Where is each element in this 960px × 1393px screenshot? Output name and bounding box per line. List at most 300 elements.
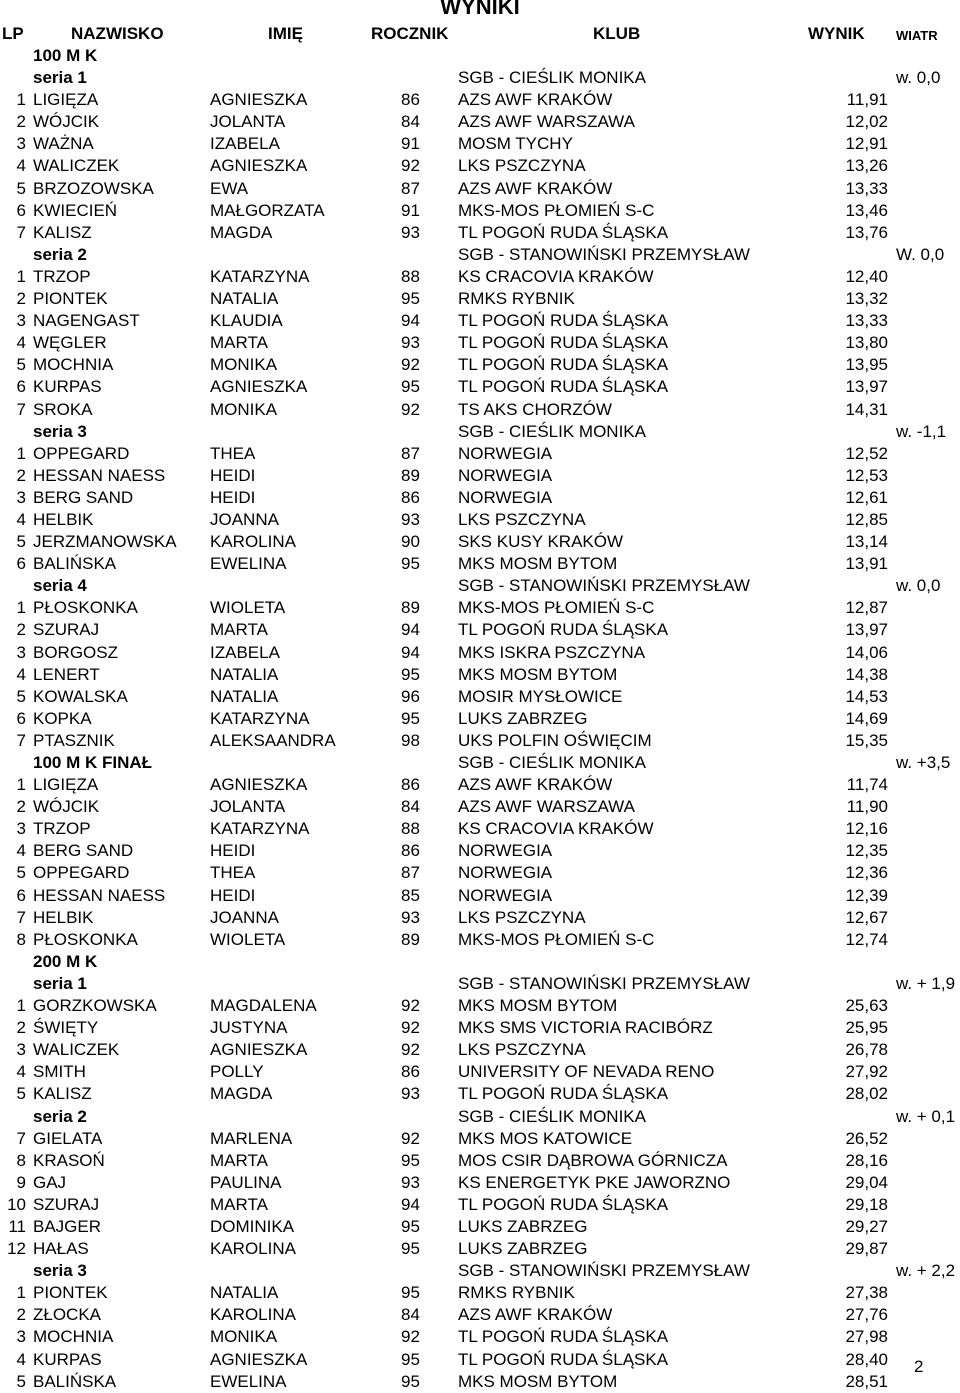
lp-cell: 7	[16, 730, 26, 750]
table-row	[0, 774, 960, 796]
surname-cell: KRASOŃ	[33, 1150, 105, 1170]
first-name-cell: JOLANTA	[210, 797, 286, 817]
first-name-cell: KATARZYNA	[210, 708, 310, 728]
lp-cell: 7	[16, 222, 26, 242]
lp-cell: 1	[16, 90, 26, 110]
year-cell: 86	[401, 841, 420, 861]
club-cell: MOSM TYCHY	[458, 134, 573, 154]
year-cell: 95	[401, 554, 420, 574]
surname-cell: PIONTEK	[33, 289, 108, 309]
series-judge: SGB - CIEŚLIK MONIKA	[458, 421, 646, 441]
series-title: 100 M K FINAŁ	[33, 753, 153, 772]
table-row	[0, 1039, 960, 1061]
first-name-cell: IZABELA	[210, 642, 280, 662]
club-cell: LKS PSZCZYNA	[458, 509, 586, 529]
table-row	[0, 907, 960, 929]
lp-cell: 3	[16, 1040, 26, 1060]
first-name-cell: NATALIA	[210, 289, 279, 309]
result-cell: 29,04	[845, 1172, 888, 1192]
year-cell: 90	[401, 532, 420, 552]
result-cell: 13,95	[845, 355, 888, 375]
first-name-cell: JOANNA	[210, 509, 279, 529]
lp-cell: 3	[16, 642, 26, 662]
club-cell: UKS POLFIN OŚWIĘCIM	[458, 730, 652, 750]
series-heading	[0, 244, 960, 266]
lp-cell: 2	[16, 1018, 26, 1038]
first-name-cell: DOMINIKA	[210, 1216, 295, 1236]
table-row	[0, 288, 960, 310]
result-cell: 27,38	[845, 1283, 888, 1303]
page-number: 2	[914, 1357, 924, 1376]
club-cell: NORWEGIA	[458, 863, 553, 883]
first-name-cell: KATARZYNA	[210, 819, 310, 839]
table-row	[0, 1172, 960, 1194]
surname-cell: KOWALSKA	[33, 686, 128, 706]
header-nazwisko: NAZWISKO	[71, 24, 164, 43]
lp-cell: 4	[16, 333, 26, 353]
year-cell: 87	[401, 443, 420, 463]
year-cell: 91	[401, 200, 420, 220]
club-cell: MKS ISKRA PSZCZYNA	[458, 642, 646, 662]
surname-cell: BORGOSZ	[33, 642, 119, 662]
table-row	[0, 929, 960, 951]
first-name-cell: AGNIESZKA	[210, 377, 308, 397]
surname-cell: LIGIĘZA	[33, 90, 99, 110]
first-name-cell: MAGDA	[210, 1084, 273, 1104]
table-row	[0, 1326, 960, 1348]
surname-cell: WÓJCIK	[33, 112, 100, 132]
club-cell: MKS-MOS PŁOMIEŃ S-C	[458, 598, 655, 618]
year-cell: 93	[401, 907, 420, 927]
surname-cell: WALICZEK	[33, 156, 120, 176]
lp-cell: 1	[16, 598, 26, 618]
result-cell: 28,02	[845, 1084, 888, 1104]
surname-cell: ZŁOCKA	[33, 1305, 102, 1325]
club-cell: AZS AWF WARSZAWA	[458, 797, 635, 817]
surname-cell: KOPKA	[33, 708, 92, 728]
table-row	[0, 730, 960, 752]
first-name-cell: EWELINA	[210, 1371, 287, 1391]
year-cell: 96	[401, 686, 420, 706]
club-cell: SKS KUSY KRAKÓW	[458, 532, 624, 552]
lp-cell: 4	[16, 664, 26, 684]
header-wiatr: WIATR	[896, 28, 938, 43]
table-row	[0, 531, 960, 553]
table-row	[0, 178, 960, 200]
club-cell: MKS MOSM BYTOM	[458, 664, 618, 684]
club-cell: MKS MOSM BYTOM	[458, 996, 618, 1016]
result-cell: 11,90	[846, 797, 888, 817]
surname-cell: SROKA	[33, 399, 93, 419]
lp-cell: 2	[16, 289, 26, 309]
first-name-cell: WIOLETA	[210, 598, 286, 618]
year-cell: 84	[401, 1305, 420, 1325]
year-cell: 93	[401, 1172, 420, 1192]
year-cell: 95	[401, 708, 420, 728]
club-cell: MKS SMS VICTORIA RACIBÓRZ	[458, 1018, 713, 1038]
surname-cell: SMITH	[33, 1062, 86, 1082]
first-name-cell: AGNIESZKA	[210, 90, 308, 110]
year-cell: 87	[401, 863, 420, 883]
series-wind: W. 0,0	[896, 244, 945, 264]
club-cell: TL POGOŃ RUDA ŚLĄSKA	[458, 222, 669, 242]
series-title: seria 2	[33, 1106, 87, 1126]
lp-cell: 6	[16, 377, 26, 397]
first-name-cell: KAROLINA	[210, 1239, 296, 1259]
lp-cell: 8	[16, 929, 26, 949]
first-name-cell: JOLANTA	[210, 112, 286, 132]
table-row	[0, 1017, 960, 1039]
lp-cell: 5	[16, 686, 26, 706]
first-name-cell: POLLY	[210, 1062, 264, 1082]
surname-cell: BALIŃSKA	[33, 554, 117, 574]
first-name-cell: NATALIA	[210, 664, 279, 684]
table-row	[0, 399, 960, 421]
first-name-cell: MONIKA	[210, 355, 278, 375]
first-name-cell: MAGDALENA	[210, 996, 317, 1016]
result-cell: 12,02	[845, 112, 888, 132]
surname-cell: BAJGER	[33, 1216, 102, 1236]
result-cell: 14,53	[845, 686, 888, 706]
result-cell: 13,80	[845, 333, 888, 353]
table-row	[0, 1194, 960, 1216]
first-name-cell: PAULINA	[210, 1172, 282, 1192]
series-judge: SGB - STANOWIŃSKI PRZEMYSŁAW	[458, 576, 750, 596]
series-heading	[0, 1260, 960, 1282]
club-cell: AZS AWF KRAKÓW	[458, 775, 613, 795]
lp-cell: 3	[16, 311, 26, 331]
series-heading	[0, 67, 960, 89]
year-cell: 95	[401, 1239, 420, 1259]
year-cell: 86	[401, 487, 420, 507]
club-cell: TL POGOŃ RUDA ŚLĄSKA	[458, 1349, 669, 1369]
first-name-cell: MAGDA	[210, 222, 273, 242]
result-cell: 12,67	[845, 907, 888, 927]
header-rocznik: ROCZNIK	[371, 24, 449, 43]
club-cell: MOS CSIR DĄBROWA GÓRNICZA	[458, 1150, 728, 1170]
surname-cell: HESSAN NAESS	[33, 885, 166, 905]
lp-cell: 2	[16, 797, 26, 817]
club-cell: AZS AWF WARSZAWA	[458, 112, 635, 132]
club-cell: RMKS RYBNIK	[458, 1283, 575, 1303]
first-name-cell: EWA	[210, 178, 249, 198]
table-row	[0, 796, 960, 818]
club-cell: TS AKS CHORZÓW	[458, 399, 612, 419]
club-cell: TL POGOŃ RUDA ŚLĄSKA	[458, 620, 669, 640]
year-cell: 93	[401, 1084, 420, 1104]
result-cell: 29,87	[845, 1239, 888, 1259]
surname-cell: KURPAS	[33, 1349, 102, 1369]
table-row	[0, 1216, 960, 1238]
series-wind: w. +3,5	[896, 753, 951, 772]
lp-cell: 4	[16, 1062, 26, 1082]
first-name-cell: NATALIA	[210, 1283, 279, 1303]
series-judge: SGB - STANOWIŃSKI PRZEMYSŁAW	[458, 244, 750, 264]
first-name-cell: MARTA	[210, 620, 268, 640]
club-cell: RMKS RYBNIK	[458, 289, 575, 309]
first-name-cell: JUSTYNA	[210, 1018, 288, 1038]
surname-cell: KALISZ	[33, 1084, 92, 1104]
lp-cell: 7	[16, 907, 26, 927]
result-cell: 27,76	[845, 1305, 888, 1325]
lp-cell: 2	[16, 112, 26, 132]
year-cell: 94	[401, 311, 420, 331]
lp-cell: 2	[16, 1305, 26, 1325]
table-row	[0, 487, 960, 509]
event-heading	[0, 45, 960, 67]
club-cell: TL POGOŃ RUDA ŚLĄSKA	[458, 377, 669, 397]
result-cell: 12,40	[845, 266, 888, 286]
lp-cell: 4	[16, 1349, 26, 1369]
club-cell: AZS AWF KRAKÓW	[458, 178, 613, 198]
lp-cell: 11	[8, 1216, 26, 1236]
club-cell: KS CRACOVIA KRAKÓW	[458, 819, 654, 839]
result-cell: 12,53	[845, 465, 888, 485]
first-name-cell: AGNIESZKA	[210, 1349, 308, 1369]
lp-cell: 9	[16, 1172, 26, 1192]
series-title: seria 3	[33, 1261, 87, 1281]
club-cell: NORWEGIA	[458, 885, 553, 905]
lp-cell: 5	[16, 532, 26, 552]
surname-cell: WĘGLER	[33, 333, 107, 353]
table-header	[0, 23, 960, 45]
first-name-cell: MARTA	[210, 333, 268, 353]
year-cell: 95	[401, 664, 420, 684]
lp-cell: 2	[16, 620, 26, 640]
first-name-cell: MARTA	[210, 1150, 268, 1170]
club-cell: LUKS ZABRZEG	[458, 1216, 588, 1236]
table-row	[0, 155, 960, 177]
result-cell: 12,87	[845, 598, 888, 618]
header-klub: KLUB	[593, 24, 641, 43]
club-cell: MOSIR MYSŁOWICE	[458, 686, 623, 706]
series-title: seria 1	[33, 973, 87, 993]
club-cell: LKS PSZCZYNA	[458, 1040, 586, 1060]
club-cell: NORWEGIA	[458, 487, 553, 507]
table-row	[0, 200, 960, 222]
result-cell: 13,97	[845, 620, 888, 640]
first-name-cell: THEA	[210, 443, 256, 463]
result-cell: 14,31	[845, 399, 888, 419]
result-cell: 28,16	[845, 1150, 888, 1170]
club-cell: KS CRACOVIA KRAKÓW	[458, 266, 654, 286]
first-name-cell: AGNIESZKA	[210, 1040, 308, 1060]
year-cell: 89	[401, 598, 420, 618]
year-cell: 92	[401, 1018, 420, 1038]
lp-cell: 7	[16, 399, 26, 419]
table-row	[0, 133, 960, 155]
table-row	[0, 553, 960, 575]
lp-cell: 10	[7, 1194, 26, 1214]
result-cell: 13,76	[845, 222, 888, 242]
result-cell: 14,38	[845, 664, 888, 684]
year-cell: 92	[401, 1128, 420, 1148]
lp-cell: 6	[16, 708, 26, 728]
first-name-cell: MARLENA	[210, 1128, 293, 1148]
club-cell: MKS-MOS PŁOMIEŃ S-C	[458, 929, 655, 949]
first-name-cell: IZABELA	[210, 134, 280, 154]
first-name-cell: JOANNA	[210, 907, 279, 927]
first-name-cell: KAROLINA	[210, 532, 296, 552]
club-cell: MKS MOS KATOWICE	[458, 1128, 633, 1148]
table-row	[0, 1083, 960, 1105]
result-cell: 25,95	[845, 1018, 888, 1038]
club-cell: TL POGOŃ RUDA ŚLĄSKA	[458, 1327, 669, 1347]
series-title: seria 3	[33, 421, 87, 441]
surname-cell: ŚWIĘTY	[33, 1018, 99, 1038]
result-cell: 27,92	[845, 1062, 888, 1082]
first-name-cell: HEIDI	[210, 841, 256, 861]
year-cell: 95	[401, 1216, 420, 1236]
table-row	[0, 818, 960, 840]
surname-cell: PŁOSKONKA	[33, 598, 138, 618]
surname-cell: PTASZNIK	[33, 730, 115, 750]
table-row	[0, 1349, 960, 1371]
table-row	[0, 354, 960, 376]
surname-cell: MOCHNIA	[33, 1327, 114, 1347]
series-heading	[0, 421, 960, 443]
table-row	[0, 1304, 960, 1326]
result-cell: 14,69	[845, 708, 888, 728]
year-cell: 89	[401, 929, 420, 949]
table-row	[0, 597, 960, 619]
surname-cell: GORZKOWSKA	[33, 996, 157, 1016]
surname-cell: WÓJCIK	[33, 797, 100, 817]
club-cell: TL POGOŃ RUDA ŚLĄSKA	[458, 355, 669, 375]
result-cell: 13,46	[845, 200, 888, 220]
series-heading	[0, 973, 960, 995]
club-cell: NORWEGIA	[458, 841, 553, 861]
lp-cell: 1	[16, 266, 26, 286]
year-cell: 91	[401, 134, 420, 154]
year-cell: 95	[401, 1150, 420, 1170]
year-cell: 85	[401, 885, 420, 905]
table-row	[0, 1238, 960, 1260]
year-cell: 98	[401, 730, 420, 750]
year-cell: 94	[401, 1194, 420, 1214]
table-row	[0, 89, 960, 111]
event-title: 100 M K	[33, 46, 98, 65]
table-row	[0, 222, 960, 244]
table-row	[0, 686, 960, 708]
lp-cell: 1	[16, 775, 26, 795]
year-cell: 84	[401, 112, 420, 132]
year-cell: 95	[401, 1283, 420, 1303]
result-cell: 15,35	[845, 730, 888, 750]
first-name-cell: MONIKA	[210, 1327, 278, 1347]
year-cell: 88	[401, 266, 420, 286]
surname-cell: SZURAJ	[33, 1194, 100, 1214]
result-cell: 27,98	[845, 1327, 888, 1347]
club-cell: LKS PSZCZYNA	[458, 907, 586, 927]
series-judge: SGB - CIEŚLIK MONIKA	[458, 753, 646, 772]
year-cell: 95	[401, 289, 420, 309]
surname-cell: HELBIK	[33, 907, 94, 927]
table-row	[0, 1150, 960, 1172]
surname-cell: JERZMANOWSKA	[33, 532, 177, 552]
table-row	[0, 885, 960, 907]
club-cell: AZS AWF KRAKÓW	[458, 1305, 613, 1325]
year-cell: 89	[401, 465, 420, 485]
result-cell: 12,61	[845, 487, 888, 507]
table-row	[0, 1128, 960, 1150]
table-row	[0, 266, 960, 288]
year-cell: 92	[401, 1040, 420, 1060]
table-row	[0, 1282, 960, 1304]
result-cell: 26,78	[845, 1040, 888, 1060]
series-heading	[0, 575, 960, 597]
series-judge: SGB - STANOWIŃSKI PRZEMYSŁAW	[458, 1261, 750, 1281]
header-lp: LP	[2, 24, 24, 43]
series-judge: SGB - STANOWIŃSKI PRZEMYSŁAW	[458, 973, 750, 993]
year-cell: 92	[401, 1327, 420, 1347]
club-cell: MKS MOSM BYTOM	[458, 554, 618, 574]
surname-cell: PIONTEK	[33, 1283, 108, 1303]
result-cell: 13,33	[845, 311, 888, 331]
series-wind: w. -1,1	[896, 421, 947, 441]
lp-cell: 2	[16, 465, 26, 485]
result-cell: 13,91	[845, 554, 888, 574]
result-cell: 26,52	[845, 1128, 888, 1148]
first-name-cell: WIOLETA	[210, 929, 286, 949]
result-cell: 12,52	[845, 443, 888, 463]
event-title: 200 M K	[33, 951, 98, 971]
surname-cell: LIGIĘZA	[33, 775, 99, 795]
year-cell: 95	[401, 1349, 420, 1369]
surname-cell: TRZOP	[33, 819, 91, 839]
series-title: seria 4	[33, 576, 87, 596]
first-name-cell: HEIDI	[210, 487, 256, 507]
lp-cell: 4	[16, 156, 26, 176]
lp-cell: 4	[16, 509, 26, 529]
lp-cell: 5	[16, 863, 26, 883]
first-name-cell: MARTA	[210, 1194, 268, 1214]
first-name-cell: KATARZYNA	[210, 266, 310, 286]
surname-cell: BERG SAND	[33, 487, 134, 507]
club-cell: MKS-MOS PŁOMIEŃ S-C	[458, 200, 655, 220]
surname-cell: BRZOZOWSKA	[33, 178, 154, 198]
series-wind: w. + 1,9	[896, 973, 956, 993]
surname-cell: GIELATA	[33, 1128, 103, 1148]
series-heading	[0, 1106, 960, 1128]
surname-cell: NAGENGAST	[33, 311, 140, 331]
first-name-cell: AGNIESZKA	[210, 156, 308, 176]
surname-cell: OPPEGARD	[33, 443, 130, 463]
year-cell: 93	[401, 333, 420, 353]
result-cell: 12,39	[845, 885, 888, 905]
year-cell: 95	[401, 377, 420, 397]
table-row	[0, 708, 960, 730]
lp-cell: 4	[16, 841, 26, 861]
result-cell: 25,63	[845, 996, 888, 1016]
result-cell: 12,16	[845, 819, 888, 839]
series-title: seria 1	[33, 68, 87, 88]
year-cell: 86	[401, 775, 420, 795]
first-name-cell: AGNIESZKA	[210, 775, 308, 795]
result-cell: 11,74	[846, 775, 888, 795]
result-cell: 12,35	[845, 841, 888, 861]
club-cell: MKS MOSM BYTOM	[458, 1371, 618, 1391]
surname-cell: HELBIK	[33, 509, 94, 529]
year-cell: 94	[401, 642, 420, 662]
series-wind: w. 0,0	[896, 576, 941, 596]
year-cell: 93	[401, 509, 420, 529]
year-cell: 92	[401, 399, 420, 419]
table-row	[0, 642, 960, 664]
results-table	[0, 45, 960, 1393]
club-cell: LUKS ZABRZEG	[458, 708, 588, 728]
surname-cell: TRZOP	[33, 266, 91, 286]
